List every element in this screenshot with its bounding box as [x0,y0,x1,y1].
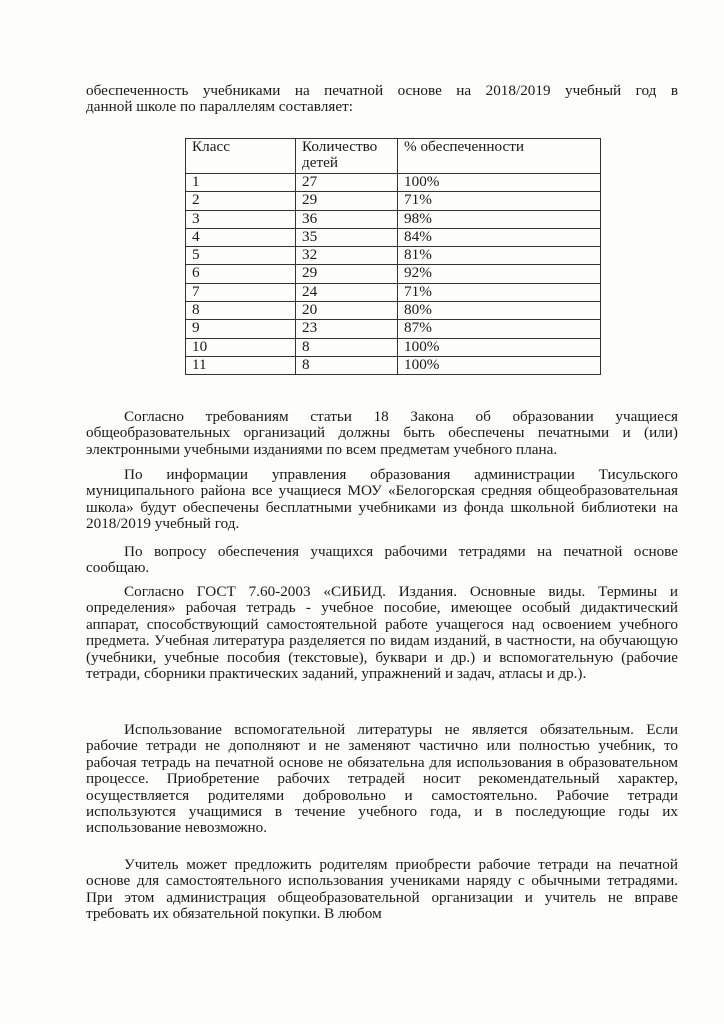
paragraph-workbooks-question [86,544,678,577]
intro-line-1: обеспеченность учебниками на печатной основе на 2018/2019 учебный год в [86,82,678,99]
table-row [186,283,601,301]
cell-children-count: 29 [296,192,398,210]
cell-children-count: 29 [296,265,398,283]
paragraph-text: По вопросу обеспечения учащихся рабочими тетрадями на печатной основе сообщаю. [86,543,678,577]
cell-children-count: 23 [296,320,398,338]
table-body [186,174,601,375]
header-provision-percent: % обеспеченности [398,139,601,174]
textbook-provision-table [185,138,601,375]
paragraph-law-requirements [86,409,678,458]
cell-provision-percent: 81% [398,247,601,265]
cell-class: 7 [186,283,296,301]
cell-class: 9 [186,320,296,338]
cell-class: 4 [186,228,296,246]
table-header-row [186,139,601,174]
intro-line-2: данной школе по параллелям составляет: [86,98,353,116]
cell-class: 11 [186,356,296,374]
cell-class: 3 [186,210,296,228]
cell-children-count: 35 [296,228,398,246]
header-class: Класс [186,139,296,174]
cell-children-count: 8 [296,356,398,374]
intro-text [86,83,678,116]
header-children-count: Количество детей [296,139,398,174]
table-row [186,356,601,374]
table-row [186,174,601,192]
cell-class: 8 [186,302,296,320]
cell-class: 5 [186,247,296,265]
paragraph-text: По информации управления образования администрации Тисульского муниципального района все учащиеся МОУ «Белогорская средняя общеобразовательная школа» будут обеспечены бесплатными учебниками из фонда школьной библиотеки на 2018/2019 учебный год. [86,466,678,533]
paragraph-text: Согласно ГОСТ 7.60-2003 «СИБИД. Издания. Основные виды. Термины и определения» рабочая тетрадь - учебное пособие, имеющее особый дидактический аппарат, способствующий самостоятельной работе учащегося над освоением учебного предмета. Учебная литература разделяется по видам изданий, в частности, на обучающую (учебники, учебные пособия (текстовые), буквари и др.) и вспомогательную (рабочие тетради, сборники практических заданий, упражнений и задач, атласы и др.). [86,583,678,683]
cell-class: 6 [186,265,296,283]
table-row [186,265,601,283]
cell-class: 1 [186,174,296,192]
paragraph-text: Использование вспомогательной литературы не является обязательным. Если рабочие тетради не дополняют и не заменяют частично или полностью учебник, то рабочая тетрадь на печатной основе не обязательна для использования в образовательном процессе. Приобретение рабочих тетрадей носит рекомендательный характер, осуществляется родителями добровольно и самостоятельно. Рабочие тетради используются учащимися в течение учебного года, и в последующие годы их использование невозможно. [86,721,678,837]
paragraph-teacher-suggestion [86,857,678,923]
cell-provision-percent: 98% [398,210,601,228]
paragraph-gost-definition [86,584,678,682]
cell-provision-percent: 100% [398,356,601,374]
cell-provision-percent: 100% [398,338,601,356]
cell-children-count: 36 [296,210,398,228]
cell-provision-percent: 71% [398,283,601,301]
table-row [186,320,601,338]
cell-class: 10 [186,338,296,356]
cell-children-count: 27 [296,174,398,192]
cell-children-count: 20 [296,302,398,320]
paragraph-text: Учитель может предложить родителям приобрести рабочие тетради на печатной основе для самостоятельного использования учениками наряду с обычными тетрадями. При этом администрация общеобразовательной организации и учитель не вправе требовать их обязательной покупки. В любом [86,856,678,923]
table-row [186,338,601,356]
cell-children-count: 32 [296,247,398,265]
paragraph-text: Согласно требованиям статьи 18 Закона об образовании учащиеся общеобразовательных организаций должны быть обеспечены печатными и (или) электронными учебными изданиями по всем предметам учебного плана. [86,408,678,458]
cell-provision-percent: 71% [398,192,601,210]
table-row [186,210,601,228]
cell-provision-percent: 84% [398,228,601,246]
table-row [186,192,601,210]
cell-class: 2 [186,192,296,210]
table-row [186,228,601,246]
cell-children-count: 8 [296,338,398,356]
table-row [186,247,601,265]
cell-provision-percent: 92% [398,265,601,283]
table-row [186,302,601,320]
paragraph-auxiliary-literature [86,722,678,837]
paragraph-administration-info [86,467,678,533]
cell-provision-percent: 87% [398,320,601,338]
cell-provision-percent: 100% [398,174,601,192]
cell-provision-percent: 80% [398,302,601,320]
cell-children-count: 24 [296,283,398,301]
